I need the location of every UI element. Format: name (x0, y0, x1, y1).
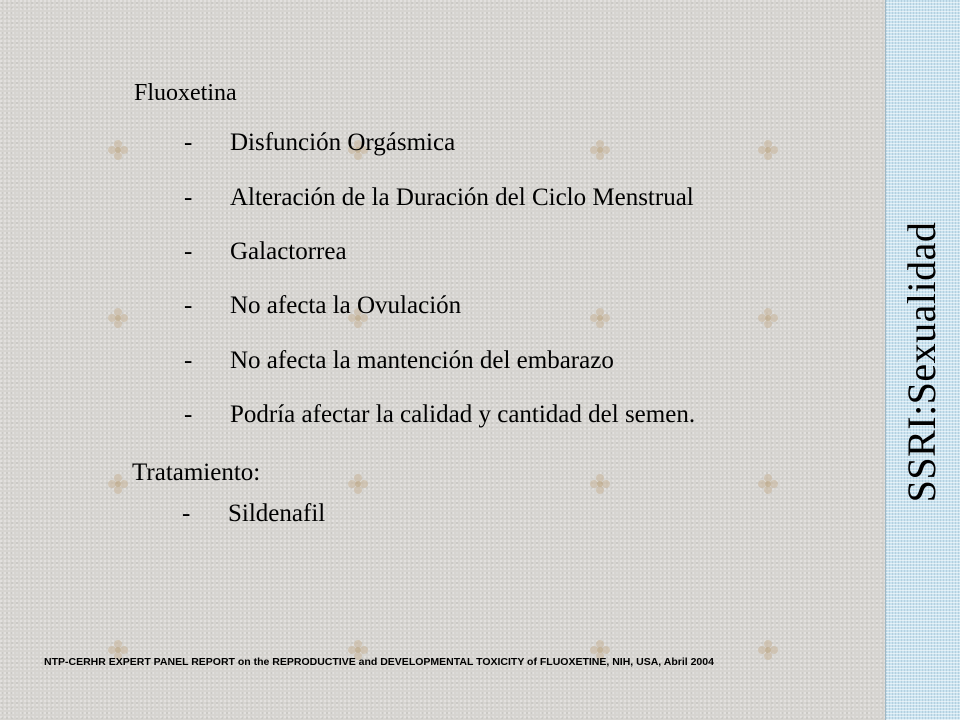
flower-watermark-icon (757, 639, 779, 661)
bullet-dash: - (184, 347, 193, 374)
flower-watermark-icon (107, 473, 129, 495)
bullet-dash: - (184, 129, 193, 156)
flower-watermark-icon (589, 139, 611, 161)
citation-footnote: NTP-CERHR EXPERT PANEL REPORT on the REPRODUCTIVE and DEVELOPMENTAL TOXICITY of FLUOXETINE, NIH, USA, Abril 2004 (44, 656, 714, 668)
bullet-dash: - (182, 500, 191, 527)
bullet-dash: - (184, 238, 193, 265)
list-item-text: Podría afectar la calidad y cantidad del semen. (230, 401, 696, 428)
list-item-text: Galactorrea (230, 238, 347, 265)
flower-watermark-icon (107, 139, 129, 161)
slide-title-vertical: SSRI:Sexualidad (899, 221, 944, 503)
list-item-text: Alteración de la Duración del Ciclo Menstrual (230, 184, 694, 211)
bullet-dash: - (184, 184, 193, 211)
flower-watermark-icon (589, 473, 611, 495)
list-item-text: Sildenafil (228, 500, 326, 527)
flower-watermark-icon (757, 307, 779, 329)
bullet-dash: - (184, 401, 193, 428)
list-item-text: No afecta la mantención del embarazo (230, 347, 614, 374)
flower-watermark-icon (589, 307, 611, 329)
flower-watermark-icon (107, 307, 129, 329)
flower-watermark-icon (347, 473, 369, 495)
section-heading-tratamiento: Tratamiento: (132, 459, 261, 486)
flower-watermark-icon (757, 473, 779, 495)
list-item-text: Disfunción Orgásmica (230, 129, 456, 156)
list-item-text: No afecta la Ovulación (230, 292, 462, 319)
bullet-dash: - (184, 292, 193, 319)
flower-watermark-icon (757, 139, 779, 161)
section-heading-fluoxetina: Fluoxetina (134, 80, 237, 106)
